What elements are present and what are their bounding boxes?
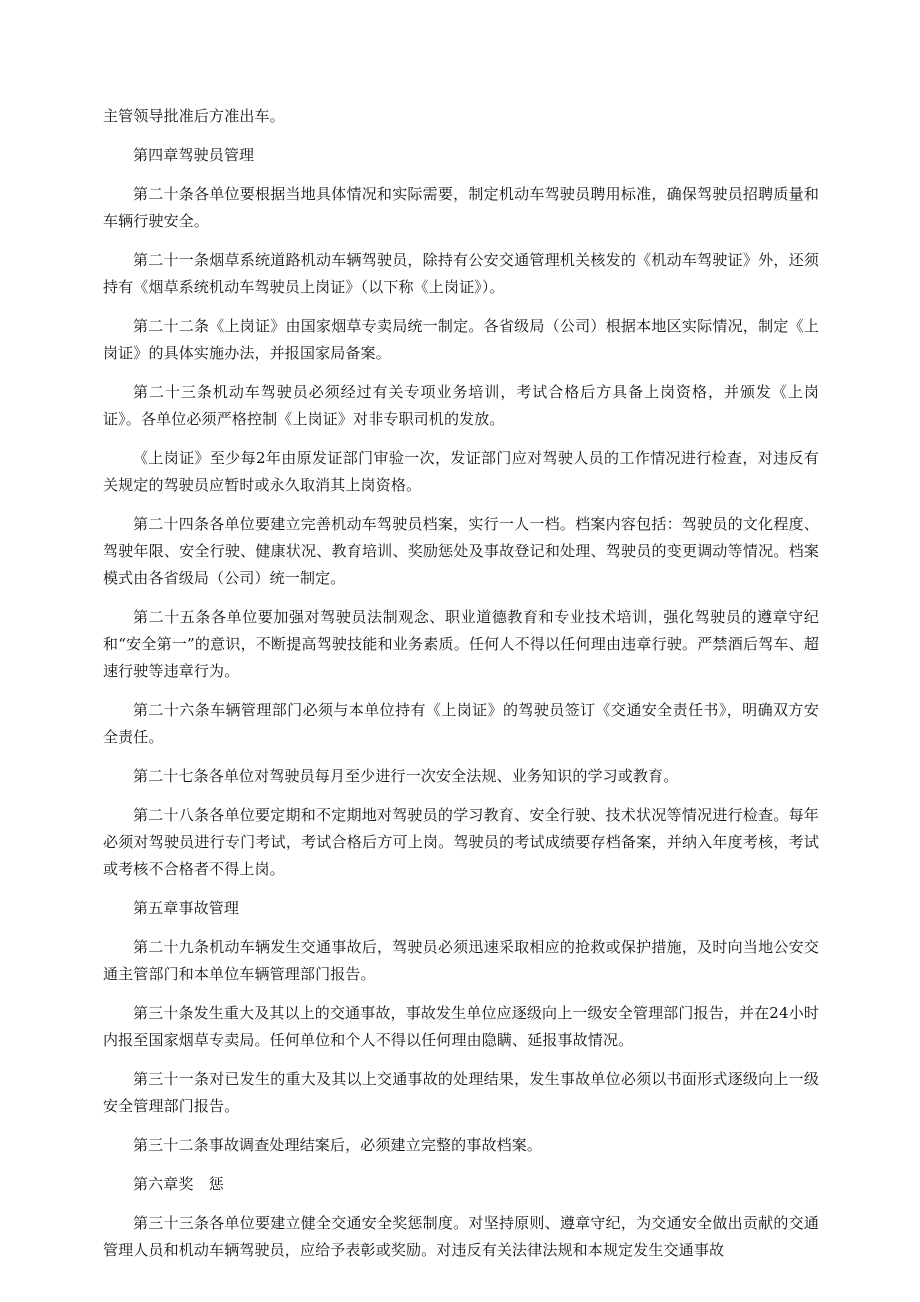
article-29: 第二十九条机动车辆发生交通事故后，驾驶员必须迅速采取相应的抢救或保护措施，及时向当地公安交通主管部门和本单位车辆管理部门报告。	[103, 938, 819, 983]
article-25: 第二十五条各单位要加强对驾驶员法制观念、职业道德教育和专业技术培训，强化驾驶员的遵章守纪和“安全第一”的意识，不断提高驾驶技能和业务素质。任何人不得以任何理由违章行驶。严禁酒后驾车、超速行驶等违章行为。	[103, 608, 819, 680]
chapter-heading-4: 第四章驾驶员管理	[133, 146, 255, 164]
article-21: 第二十一条烟草系统道路机动车辆驾驶员，除持有公安交通管理机关核发的《机动车驾驶证》外，还须持有《烟草系统机动车驾驶员上岗证》（以下称《上岗证》）。	[103, 251, 819, 296]
article-30: 第三十条发生重大及其以上的交通事故，事故发生单位应逐级向上一级安全管理部门报告，并在24小时内报至国家烟草专卖局。任何单位和个人不得以任何理由隐瞒、延报事故情况。	[103, 1004, 819, 1049]
article-23-supplement: 《上岗证》至少每2年由原发证部门审验一次，发证部门应对驾驶人员的工作情况进行检查，对违反有关规定的驾驶员应暂时或永久取消其上岗资格。	[103, 449, 819, 494]
article-28: 第二十八条各单位要定期和不定期地对驾驶员的学习教育、安全行驶、技术状况等情况进行检查。每年必须对驾驶员进行专门考试，考试合格后方可上岗。驾驶员的考试成绩要存档备案，并纳入年度考核，考试或考核不合格者不得上岗。	[103, 806, 819, 878]
article-23: 第二十三条机动车驾驶员必须经过有关专项业务培训，考试合格后方具备上岗资格，并颁发《上岗证》。各单位必须严格控制《上岗证》对非专职司机的发放。	[103, 383, 819, 428]
article-31: 第三十一条对已发生的重大及其以上交通事故的处理结果，发生事故单位必须以书面形式逐级向上一级安全管理部门报告。	[103, 1070, 819, 1115]
document-page	[103, 103, 819, 1276]
article-27: 第二十七条各单位对驾驶员每月至少进行一次安全法规、业务知识的学习或教育。	[133, 767, 679, 785]
article-33: 第三十三条各单位要建立健全交通安全奖惩制度。对坚持原则、遵章守纪，为交通安全做出贡献的交通管理人员和机动车辆驾驶员，应给予表彰或奖励。对违反有关法律法规和本规定发生交通事故	[103, 1214, 819, 1259]
article-32: 第三十二条事故调查处理结案后，必须建立完整的事故档案。	[133, 1136, 543, 1154]
article-24: 第二十四条各单位要建立完善机动车驾驶员档案，实行一人一档。档案内容包括：驾驶员的文化程度、驾驶年限、安全行驶、健康状况、教育培训、奖励惩处及事故登记和处理、驾驶员的变更调动等情况。档案模式由各省级局（公司）统一制定。	[103, 515, 819, 587]
paragraph-continuation: 主管领导批准后方准出车。	[103, 107, 285, 125]
chapter-heading-6: 第六章奖 惩	[133, 1175, 224, 1193]
article-22: 第二十二条《上岗证》由国家烟草专卖局统一制定。各省级局（公司）根据本地区实际情况，制定《上岗证》的具体实施办法，并报国家局备案。	[103, 317, 819, 362]
chapter-heading-5: 第五章事故管理	[133, 899, 240, 917]
article-26: 第二十六条车辆管理部门必须与本单位持有《上岗证》的驾驶员签订《交通安全责任书》，明确双方安全责任。	[103, 701, 819, 746]
article-20: 第二十条各单位要根据当地具体情况和实际需要，制定机动车驾驶员聘用标准，确保驾驶员招聘质量和车辆行驶安全。	[103, 185, 819, 230]
